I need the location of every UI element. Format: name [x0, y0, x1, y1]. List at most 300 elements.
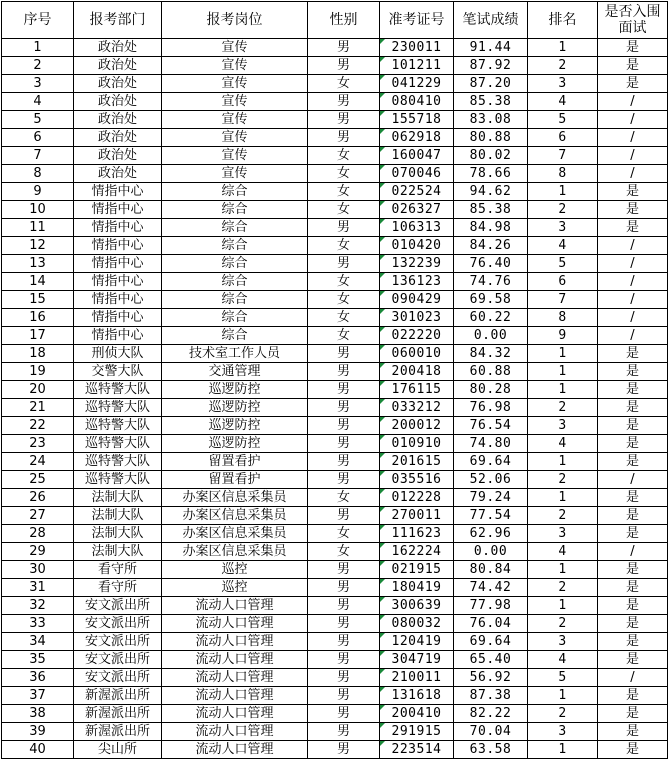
cell-seq: 17 [2, 327, 74, 345]
cell-written-score: 60.88 [454, 363, 528, 381]
cell-interview: / [598, 273, 668, 291]
cell-interview: / [598, 291, 668, 309]
cell-seq: 40 [2, 741, 74, 759]
cell-department: 刑侦大队 [74, 345, 162, 363]
cell-department: 安文派出所 [74, 651, 162, 669]
cell-gender: 男 [308, 723, 380, 741]
cell-position: 综合 [162, 201, 308, 219]
cell-interview: 是 [598, 525, 668, 543]
cell-rank: 2 [528, 57, 598, 75]
cell-seq: 38 [2, 705, 74, 723]
cell-seq: 37 [2, 687, 74, 705]
cell-exam-number: 230011 [380, 39, 454, 57]
table-row [2, 345, 668, 363]
cell-department: 政治处 [74, 93, 162, 111]
table-row [2, 399, 668, 417]
cell-gender: 男 [308, 93, 380, 111]
cell-department: 看守所 [74, 579, 162, 597]
cell-position: 流动人口管理 [162, 741, 308, 759]
cell-gender: 女 [308, 327, 380, 345]
cell-exam-number: 012228 [380, 489, 454, 507]
cell-gender: 男 [308, 399, 380, 417]
table-row [2, 165, 668, 183]
cell-exam-number: 301023 [380, 309, 454, 327]
cell-written-score: 84.26 [454, 237, 528, 255]
cell-rank: 1 [528, 363, 598, 381]
cell-gender: 女 [308, 543, 380, 561]
cell-written-score: 52.06 [454, 471, 528, 489]
cell-gender: 男 [308, 615, 380, 633]
cell-seq: 8 [2, 165, 74, 183]
cell-interview: 是 [598, 417, 668, 435]
cell-written-score: 76.98 [454, 399, 528, 417]
cell-rank: 2 [528, 705, 598, 723]
cell-position: 流动人口管理 [162, 687, 308, 705]
header-rank: 排名 [528, 2, 598, 39]
table-row [2, 543, 668, 561]
table-row [2, 417, 668, 435]
cell-gender: 女 [308, 489, 380, 507]
cell-gender: 男 [308, 507, 380, 525]
cell-exam-number: 080032 [380, 615, 454, 633]
table-row [2, 561, 668, 579]
cell-seq: 22 [2, 417, 74, 435]
cell-written-score: 69.64 [454, 633, 528, 651]
cell-rank: 6 [528, 129, 598, 147]
cell-department: 巡特警大队 [74, 471, 162, 489]
cell-position: 办案区信息采集员 [162, 507, 308, 525]
cell-department: 政治处 [74, 165, 162, 183]
cell-gender: 男 [308, 651, 380, 669]
cell-gender: 女 [308, 291, 380, 309]
cell-rank: 9 [528, 327, 598, 345]
cell-position: 宣传 [162, 129, 308, 147]
cell-rank: 2 [528, 201, 598, 219]
cell-interview: 是 [598, 399, 668, 417]
cell-written-score: 83.08 [454, 111, 528, 129]
cell-written-score: 80.88 [454, 129, 528, 147]
cell-interview: / [598, 237, 668, 255]
cell-exam-number: 090429 [380, 291, 454, 309]
cell-gender: 男 [308, 111, 380, 129]
cell-seq: 19 [2, 363, 74, 381]
cell-position: 综合 [162, 291, 308, 309]
table-row [2, 273, 668, 291]
cell-exam-number: 041229 [380, 75, 454, 93]
cell-rank: 1 [528, 489, 598, 507]
cell-position: 巡逻防控 [162, 417, 308, 435]
cell-rank: 1 [528, 597, 598, 615]
cell-department: 交警大队 [74, 363, 162, 381]
cell-interview: 是 [598, 597, 668, 615]
cell-seq: 30 [2, 561, 74, 579]
cell-exam-number: 201615 [380, 453, 454, 471]
cell-exam-number: 304719 [380, 651, 454, 669]
header-department: 报考部门 [74, 2, 162, 39]
cell-exam-number: 120419 [380, 633, 454, 651]
cell-exam-number: 291915 [380, 723, 454, 741]
table-row [2, 633, 668, 651]
cell-exam-number: 070046 [380, 165, 454, 183]
cell-seq: 16 [2, 309, 74, 327]
cell-gender: 男 [308, 633, 380, 651]
cell-department: 新渥派出所 [74, 687, 162, 705]
cell-seq: 25 [2, 471, 74, 489]
cell-exam-number: 101211 [380, 57, 454, 75]
cell-position: 办案区信息采集员 [162, 543, 308, 561]
cell-exam-number: 080410 [380, 93, 454, 111]
header-exam-number: 准考证号 [380, 2, 454, 39]
cell-position: 技术室工作人员 [162, 345, 308, 363]
table-row [2, 579, 668, 597]
cell-rank: 6 [528, 273, 598, 291]
table-row [2, 669, 668, 687]
cell-exam-number: 200012 [380, 417, 454, 435]
table-row [2, 435, 668, 453]
cell-position: 综合 [162, 255, 308, 273]
cell-exam-number: 132239 [380, 255, 454, 273]
cell-written-score: 87.20 [454, 75, 528, 93]
cell-position: 巡逻防控 [162, 435, 308, 453]
cell-position: 流动人口管理 [162, 633, 308, 651]
cell-interview: 是 [598, 381, 668, 399]
header-gender: 性别 [308, 2, 380, 39]
cell-exam-number: 200410 [380, 705, 454, 723]
cell-interview: 是 [598, 723, 668, 741]
cell-gender: 女 [308, 165, 380, 183]
cell-written-score: 78.66 [454, 165, 528, 183]
table-row [2, 687, 668, 705]
cell-written-score: 91.44 [454, 39, 528, 57]
cell-gender: 男 [308, 255, 380, 273]
results-table [1, 1, 668, 759]
table-row [2, 309, 668, 327]
cell-gender: 男 [308, 417, 380, 435]
cell-department: 新渥派出所 [74, 705, 162, 723]
cell-gender: 男 [308, 381, 380, 399]
cell-rank: 7 [528, 147, 598, 165]
cell-rank: 1 [528, 687, 598, 705]
cell-interview: 是 [598, 507, 668, 525]
cell-written-score: 74.76 [454, 273, 528, 291]
cell-seq: 32 [2, 597, 74, 615]
table-row [2, 651, 668, 669]
header-position: 报考岗位 [162, 2, 308, 39]
cell-exam-number: 010420 [380, 237, 454, 255]
cell-interview: 是 [598, 345, 668, 363]
cell-position: 宣传 [162, 147, 308, 165]
cell-seq: 5 [2, 111, 74, 129]
cell-interview: / [598, 93, 668, 111]
table-row [2, 75, 668, 93]
cell-department: 巡特警大队 [74, 453, 162, 471]
cell-rank: 8 [528, 165, 598, 183]
cell-position: 流动人口管理 [162, 705, 308, 723]
cell-seq: 24 [2, 453, 74, 471]
table-row [2, 39, 668, 57]
cell-interview: 是 [598, 453, 668, 471]
cell-position: 流动人口管理 [162, 723, 308, 741]
cell-department: 安文派出所 [74, 633, 162, 651]
cell-gender: 男 [308, 219, 380, 237]
cell-written-score: 60.22 [454, 309, 528, 327]
cell-gender: 男 [308, 363, 380, 381]
cell-position: 流动人口管理 [162, 669, 308, 687]
table-header-row [2, 2, 668, 39]
cell-interview: / [598, 255, 668, 273]
cell-seq: 29 [2, 543, 74, 561]
cell-interview: 是 [598, 687, 668, 705]
cell-gender: 男 [308, 669, 380, 687]
cell-gender: 男 [308, 705, 380, 723]
cell-department: 情指中心 [74, 291, 162, 309]
cell-gender: 男 [308, 741, 380, 759]
table-row [2, 615, 668, 633]
cell-written-score: 63.58 [454, 741, 528, 759]
cell-department: 情指中心 [74, 219, 162, 237]
cell-position: 宣传 [162, 165, 308, 183]
cell-interview: 是 [598, 183, 668, 201]
cell-seq: 3 [2, 75, 74, 93]
table-row [2, 507, 668, 525]
cell-position: 交通管理 [162, 363, 308, 381]
cell-department: 政治处 [74, 39, 162, 57]
cell-gender: 男 [308, 471, 380, 489]
cell-department: 政治处 [74, 75, 162, 93]
cell-position: 综合 [162, 183, 308, 201]
table-row [2, 327, 668, 345]
cell-department: 情指中心 [74, 309, 162, 327]
cell-exam-number: 176115 [380, 381, 454, 399]
cell-seq: 12 [2, 237, 74, 255]
cell-department: 政治处 [74, 111, 162, 129]
cell-department: 法制大队 [74, 507, 162, 525]
cell-interview: 是 [598, 201, 668, 219]
cell-interview: 是 [598, 435, 668, 453]
cell-department: 安文派出所 [74, 669, 162, 687]
cell-exam-number: 180419 [380, 579, 454, 597]
cell-gender: 男 [308, 57, 380, 75]
table-row [2, 453, 668, 471]
cell-seq: 34 [2, 633, 74, 651]
header-written-score: 笔试成绩 [454, 2, 528, 39]
cell-interview: 是 [598, 75, 668, 93]
cell-exam-number: 136123 [380, 273, 454, 291]
cell-rank: 3 [528, 75, 598, 93]
cell-seq: 21 [2, 399, 74, 417]
cell-interview: / [598, 309, 668, 327]
cell-gender: 男 [308, 129, 380, 147]
cell-seq: 27 [2, 507, 74, 525]
table-row [2, 219, 668, 237]
cell-written-score: 77.98 [454, 597, 528, 615]
table-row [2, 525, 668, 543]
cell-position: 巡控 [162, 579, 308, 597]
cell-written-score: 56.92 [454, 669, 528, 687]
cell-gender: 男 [308, 687, 380, 705]
cell-written-score: 70.04 [454, 723, 528, 741]
header-seq: 序号 [2, 2, 74, 39]
cell-position: 综合 [162, 309, 308, 327]
cell-rank: 1 [528, 561, 598, 579]
cell-rank: 4 [528, 543, 598, 561]
cell-seq: 4 [2, 93, 74, 111]
cell-gender: 女 [308, 75, 380, 93]
cell-written-score: 76.40 [454, 255, 528, 273]
cell-exam-number: 162224 [380, 543, 454, 561]
cell-department: 安文派出所 [74, 615, 162, 633]
cell-exam-number: 106313 [380, 219, 454, 237]
cell-department: 巡特警大队 [74, 399, 162, 417]
cell-written-score: 87.92 [454, 57, 528, 75]
cell-position: 办案区信息采集员 [162, 489, 308, 507]
cell-written-score: 82.22 [454, 705, 528, 723]
cell-interview: 是 [598, 219, 668, 237]
cell-interview: 是 [598, 633, 668, 651]
cell-seq: 33 [2, 615, 74, 633]
cell-position: 留置看护 [162, 471, 308, 489]
header-interview: 是否入围面试 [598, 2, 668, 39]
cell-position: 流动人口管理 [162, 597, 308, 615]
cell-department: 法制大队 [74, 489, 162, 507]
cell-seq: 6 [2, 129, 74, 147]
cell-department: 安文派出所 [74, 597, 162, 615]
cell-position: 综合 [162, 273, 308, 291]
cell-gender: 男 [308, 345, 380, 363]
table-row [2, 741, 668, 759]
cell-exam-number: 270011 [380, 507, 454, 525]
cell-department: 看守所 [74, 561, 162, 579]
cell-department: 巡特警大队 [74, 381, 162, 399]
cell-written-score: 76.04 [454, 615, 528, 633]
cell-rank: 3 [528, 633, 598, 651]
cell-department: 巡特警大队 [74, 435, 162, 453]
cell-written-score: 85.38 [454, 93, 528, 111]
cell-department: 情指中心 [74, 237, 162, 255]
cell-exam-number: 033212 [380, 399, 454, 417]
cell-seq: 28 [2, 525, 74, 543]
cell-written-score: 79.24 [454, 489, 528, 507]
table-row [2, 57, 668, 75]
cell-seq: 20 [2, 381, 74, 399]
cell-gender: 女 [308, 147, 380, 165]
cell-gender: 女 [308, 525, 380, 543]
cell-gender: 女 [308, 273, 380, 291]
cell-rank: 8 [528, 309, 598, 327]
cell-seq: 26 [2, 489, 74, 507]
cell-interview: 是 [598, 741, 668, 759]
cell-seq: 7 [2, 147, 74, 165]
cell-rank: 5 [528, 669, 598, 687]
cell-exam-number: 155718 [380, 111, 454, 129]
cell-written-score: 62.96 [454, 525, 528, 543]
cell-exam-number: 111623 [380, 525, 454, 543]
cell-rank: 2 [528, 471, 598, 489]
cell-interview: / [598, 129, 668, 147]
cell-gender: 女 [308, 237, 380, 255]
cell-gender: 男 [308, 435, 380, 453]
cell-written-score: 84.98 [454, 219, 528, 237]
cell-seq: 11 [2, 219, 74, 237]
cell-position: 综合 [162, 219, 308, 237]
cell-rank: 2 [528, 615, 598, 633]
cell-department: 政治处 [74, 129, 162, 147]
table-row [2, 237, 668, 255]
cell-exam-number: 131618 [380, 687, 454, 705]
cell-written-score: 74.80 [454, 435, 528, 453]
cell-written-score: 69.64 [454, 453, 528, 471]
cell-interview: / [598, 327, 668, 345]
cell-exam-number: 035516 [380, 471, 454, 489]
cell-position: 流动人口管理 [162, 651, 308, 669]
cell-rank: 1 [528, 453, 598, 471]
cell-interview: / [598, 165, 668, 183]
cell-position: 流动人口管理 [162, 615, 308, 633]
cell-department: 法制大队 [74, 543, 162, 561]
cell-rank: 3 [528, 723, 598, 741]
cell-position: 巡逻防控 [162, 399, 308, 417]
cell-gender: 男 [308, 453, 380, 471]
cell-exam-number: 026327 [380, 201, 454, 219]
table-row [2, 201, 668, 219]
cell-department: 情指中心 [74, 201, 162, 219]
cell-position: 巡控 [162, 561, 308, 579]
table-row [2, 723, 668, 741]
cell-seq: 1 [2, 39, 74, 57]
cell-position: 综合 [162, 237, 308, 255]
cell-department: 情指中心 [74, 327, 162, 345]
cell-interview: 是 [598, 705, 668, 723]
cell-interview: / [598, 543, 668, 561]
cell-rank: 1 [528, 345, 598, 363]
cell-interview: / [598, 147, 668, 165]
cell-written-score: 65.40 [454, 651, 528, 669]
cell-exam-number: 160047 [380, 147, 454, 165]
cell-written-score: 76.54 [454, 417, 528, 435]
cell-exam-number: 021915 [380, 561, 454, 579]
cell-interview: 是 [598, 651, 668, 669]
cell-exam-number: 300639 [380, 597, 454, 615]
table-row [2, 597, 668, 615]
cell-interview: / [598, 669, 668, 687]
cell-department: 情指中心 [74, 273, 162, 291]
cell-interview: 是 [598, 561, 668, 579]
cell-rank: 3 [528, 417, 598, 435]
cell-exam-number: 060010 [380, 345, 454, 363]
cell-written-score: 80.02 [454, 147, 528, 165]
cell-gender: 男 [308, 597, 380, 615]
cell-seq: 31 [2, 579, 74, 597]
cell-interview: 是 [598, 57, 668, 75]
cell-written-score: 94.62 [454, 183, 528, 201]
cell-position: 宣传 [162, 75, 308, 93]
cell-written-score: 74.42 [454, 579, 528, 597]
table-row [2, 471, 668, 489]
cell-exam-number: 010910 [380, 435, 454, 453]
cell-position: 宣传 [162, 93, 308, 111]
cell-position: 巡逻防控 [162, 381, 308, 399]
cell-seq: 23 [2, 435, 74, 453]
cell-rank: 5 [528, 111, 598, 129]
cell-gender: 女 [308, 309, 380, 327]
cell-seq: 36 [2, 669, 74, 687]
cell-interview: 是 [598, 363, 668, 381]
table-row [2, 147, 668, 165]
cell-exam-number: 210011 [380, 669, 454, 687]
cell-rank: 3 [528, 219, 598, 237]
cell-interview: / [598, 471, 668, 489]
cell-department: 政治处 [74, 147, 162, 165]
